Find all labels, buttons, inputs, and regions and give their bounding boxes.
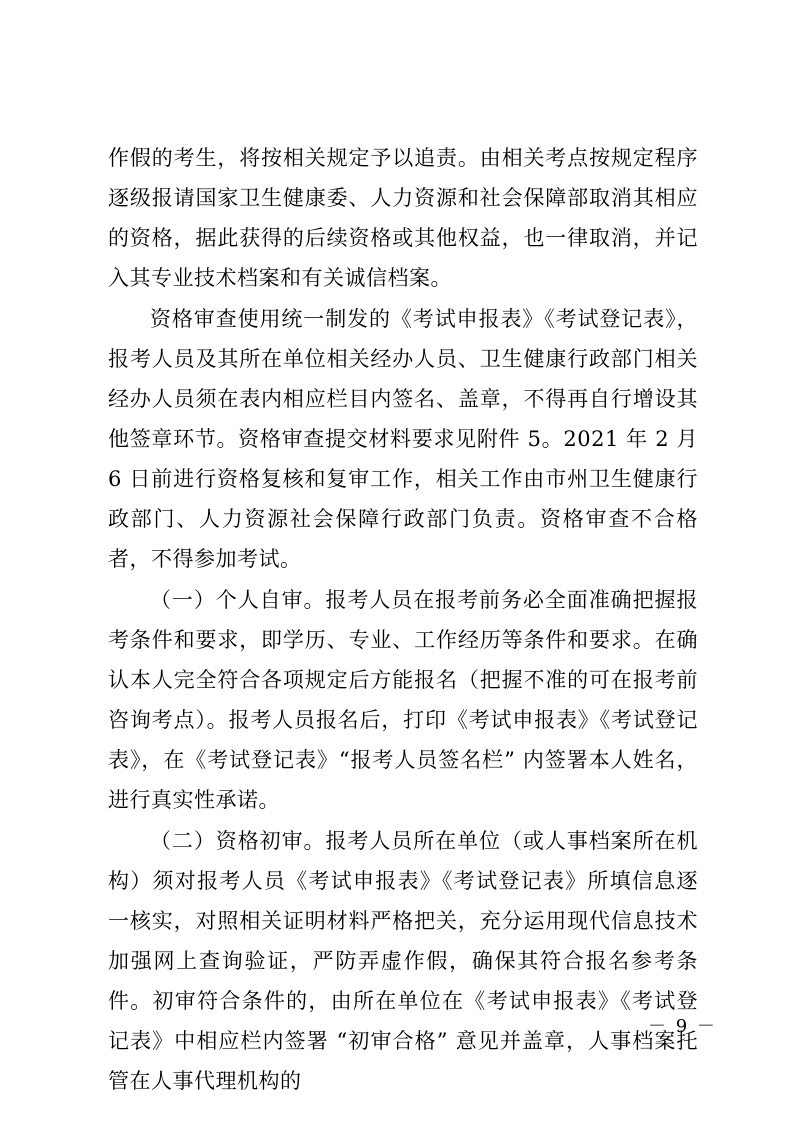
paragraph-4: （二）资格初审。报考人员所在单位（或人事档案所在机构）须对报考人员《考试申报表》《考试登记表》所填信息逐一核实，对照相关证明材料严格把关，充分运用现代信息技术加强网上查询验证，严防弄虚作假，确保其符合报名参考条件。初审符合条件的，由所在单位在《考试申报表》《考试登记表》中相应栏内签署 “初审合格” 意见并盖章，人事档案托管在人事代理机构的 — [108, 829, 698, 1093]
document-body — [108, 138, 698, 1102]
paragraph-1: 作假的考生，将按相关规定予以追责。由相关考点按规定程序逐级报请国家卫生健康委、人力资源和社会保障部取消其相应的资格，据此获得的后续资格或其他权益，也一律取消，并记入其专业技术档案和有关诚信档案。 — [108, 146, 698, 290]
paragraph-3: （一）个人自审。报考人员在报考前务必全面准确把握报考条件和要求，即学历、专业、工作经历等条件和要求。在确认本人完全符合各项规定后方能报名（把握不准的可在报考前咨询考点）。报考人员报名后，打印《考试申报表》《考试登记表》，在《考试登记表》“报考人员签名栏” 内签署本人姓名，进行真实性承诺。 — [108, 588, 698, 812]
page-number: － 9 － — [648, 1016, 717, 1037]
paragraph-2: 资格审查使用统一制发的《考试申报表》《考试登记表》，报考人员及其所在单位相关经办人员、卫生健康行政部门相关经办人员须在表内相应栏目内签名、盖章，不得再自行增设其他签章环节。资格审查提交材料要求见附件 5。2021 年 2 月 6 日前进行资格复核和复审工作，相关工作由市州卫生健康行政部门、人力资源社会保障行政部门负责。资格审查不合格者，不得参加考试。 — [108, 307, 698, 571]
